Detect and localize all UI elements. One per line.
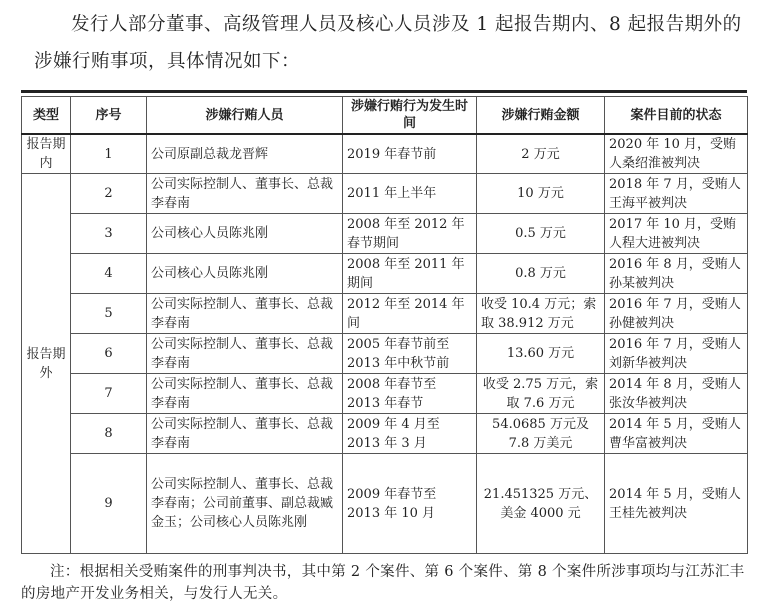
row-status: 2018 年 7 月，受贿人王海平被判决 — [605, 174, 748, 214]
table-row — [22, 374, 748, 414]
row-person: 公司实际控制人、董事长、总裁李春南；公司前董事、副总裁臧金玉；公司核心人员陈兆刚 — [147, 454, 343, 554]
intro-paragraph: 发行人部分董事、高级管理人员及核心人员涉及 1 起报告期内、8 起报告期外的涉嫌行贿事项，具体情况如下： — [34, 14, 742, 72]
row-amount: 2 万元 — [477, 134, 605, 174]
row-status: 2020 年 10 月，受贿人桑绍淮被判决 — [605, 134, 748, 174]
row-no: 1 — [71, 134, 147, 174]
row-no: 6 — [71, 334, 147, 374]
header-person: 涉嫌行贿人员 — [147, 97, 343, 135]
row-amount: 13.60 万元 — [477, 334, 605, 374]
row-time: 2005 年春节前至 2013 年中秋节前 — [343, 334, 477, 374]
row-no: 9 — [71, 454, 147, 554]
row-amount: 收受 2.75 万元，索取 7.6 万元 — [477, 374, 605, 414]
row-amount: 0.8 万元 — [477, 254, 605, 294]
row-status: 2017 年 10 月，受贿人程大进被判决 — [605, 214, 748, 254]
row-person: 公司实际控制人、董事长、总裁李春南 — [147, 174, 343, 214]
row-person: 公司原副总裁龙晋辉 — [147, 134, 343, 174]
row-status: 2014 年 5 月，受贿人曹华富被判决 — [605, 414, 748, 454]
row-no: 8 — [71, 414, 147, 454]
table-row — [22, 214, 748, 254]
row-person: 公司实际控制人、董事长、总裁李春南 — [147, 334, 343, 374]
row-amount: 54.0685 万元及 7.8 万美元 — [477, 414, 605, 454]
row-no: 3 — [71, 214, 147, 254]
row-time: 2008 年至 2012 年春节期间 — [343, 214, 477, 254]
row-amount: 10 万元 — [477, 174, 605, 214]
header-amount: 涉嫌行贿金额 — [477, 97, 605, 135]
row-person: 公司核心人员陈兆刚 — [147, 214, 343, 254]
row-time: 2008 年春节至 2013 年春节 — [343, 374, 477, 414]
header-time: 涉嫌行贿行为发生时间 — [343, 97, 477, 135]
row-time: 2011 年上半年 — [343, 174, 477, 214]
row-status: 2016 年 8 月，受贿人孙某被判决 — [605, 254, 748, 294]
row-person: 公司实际控制人、董事长、总裁李春南 — [147, 374, 343, 414]
type-cell-in-period: 报告期内 — [22, 134, 71, 174]
row-no: 4 — [71, 254, 147, 294]
row-person: 公司实际控制人、董事长、总裁李春南 — [147, 414, 343, 454]
header-status: 案件目前的状态 — [605, 97, 748, 135]
row-amount: 0.5 万元 — [477, 214, 605, 254]
row-status: 2016 年 7 月，受贿人刘新华被判决 — [605, 334, 748, 374]
table-row — [22, 334, 748, 374]
row-person: 公司实际控制人、董事长、总裁李春南 — [147, 294, 343, 334]
row-no: 5 — [71, 294, 147, 334]
row-status: 2014 年 8 月，受贿人张汝华被判决 — [605, 374, 748, 414]
table-top-rule — [21, 90, 747, 93]
row-time: 2012 年至 2014 年间 — [343, 294, 477, 334]
row-no: 2 — [71, 174, 147, 214]
table-row — [22, 414, 748, 454]
table-row — [22, 454, 748, 554]
header-type: 类型 — [22, 97, 71, 135]
table-row — [22, 254, 748, 294]
row-time: 2019 年春节前 — [343, 134, 477, 174]
row-amount: 收受 10.4 万元；索取 38.912 万元 — [477, 294, 605, 334]
header-no: 序号 — [71, 97, 147, 135]
table-header-row — [22, 97, 748, 135]
row-time: 2008 年至 2011 年期间 — [343, 254, 477, 294]
table-row — [22, 174, 748, 214]
row-status: 2014 年 5 月，受贿人王桂先被判决 — [605, 454, 748, 554]
row-time: 2009 年春节至 2013 年 10 月 — [343, 454, 477, 554]
row-amount: 21.451325 万元、美金 4000 元 — [477, 454, 605, 554]
table-row — [22, 134, 748, 174]
footnote: 注：根据相关受贿案件的刑事判决书，其中第 2 个案件、第 6 个案件、第 8 个案件所涉事项均与江苏汇丰的房地产开发业务相关，与发行人无关。 — [21, 564, 745, 602]
table-row — [22, 294, 748, 334]
row-status: 2016 年 7 月，受贿人孙健被判决 — [605, 294, 748, 334]
row-time: 2009 年 4 月至 2013 年 3 月 — [343, 414, 477, 454]
row-person: 公司核心人员陈兆刚 — [147, 254, 343, 294]
row-no: 7 — [71, 374, 147, 414]
bribery-table — [21, 96, 748, 554]
type-cell-out-period: 报告期外 — [22, 174, 71, 554]
